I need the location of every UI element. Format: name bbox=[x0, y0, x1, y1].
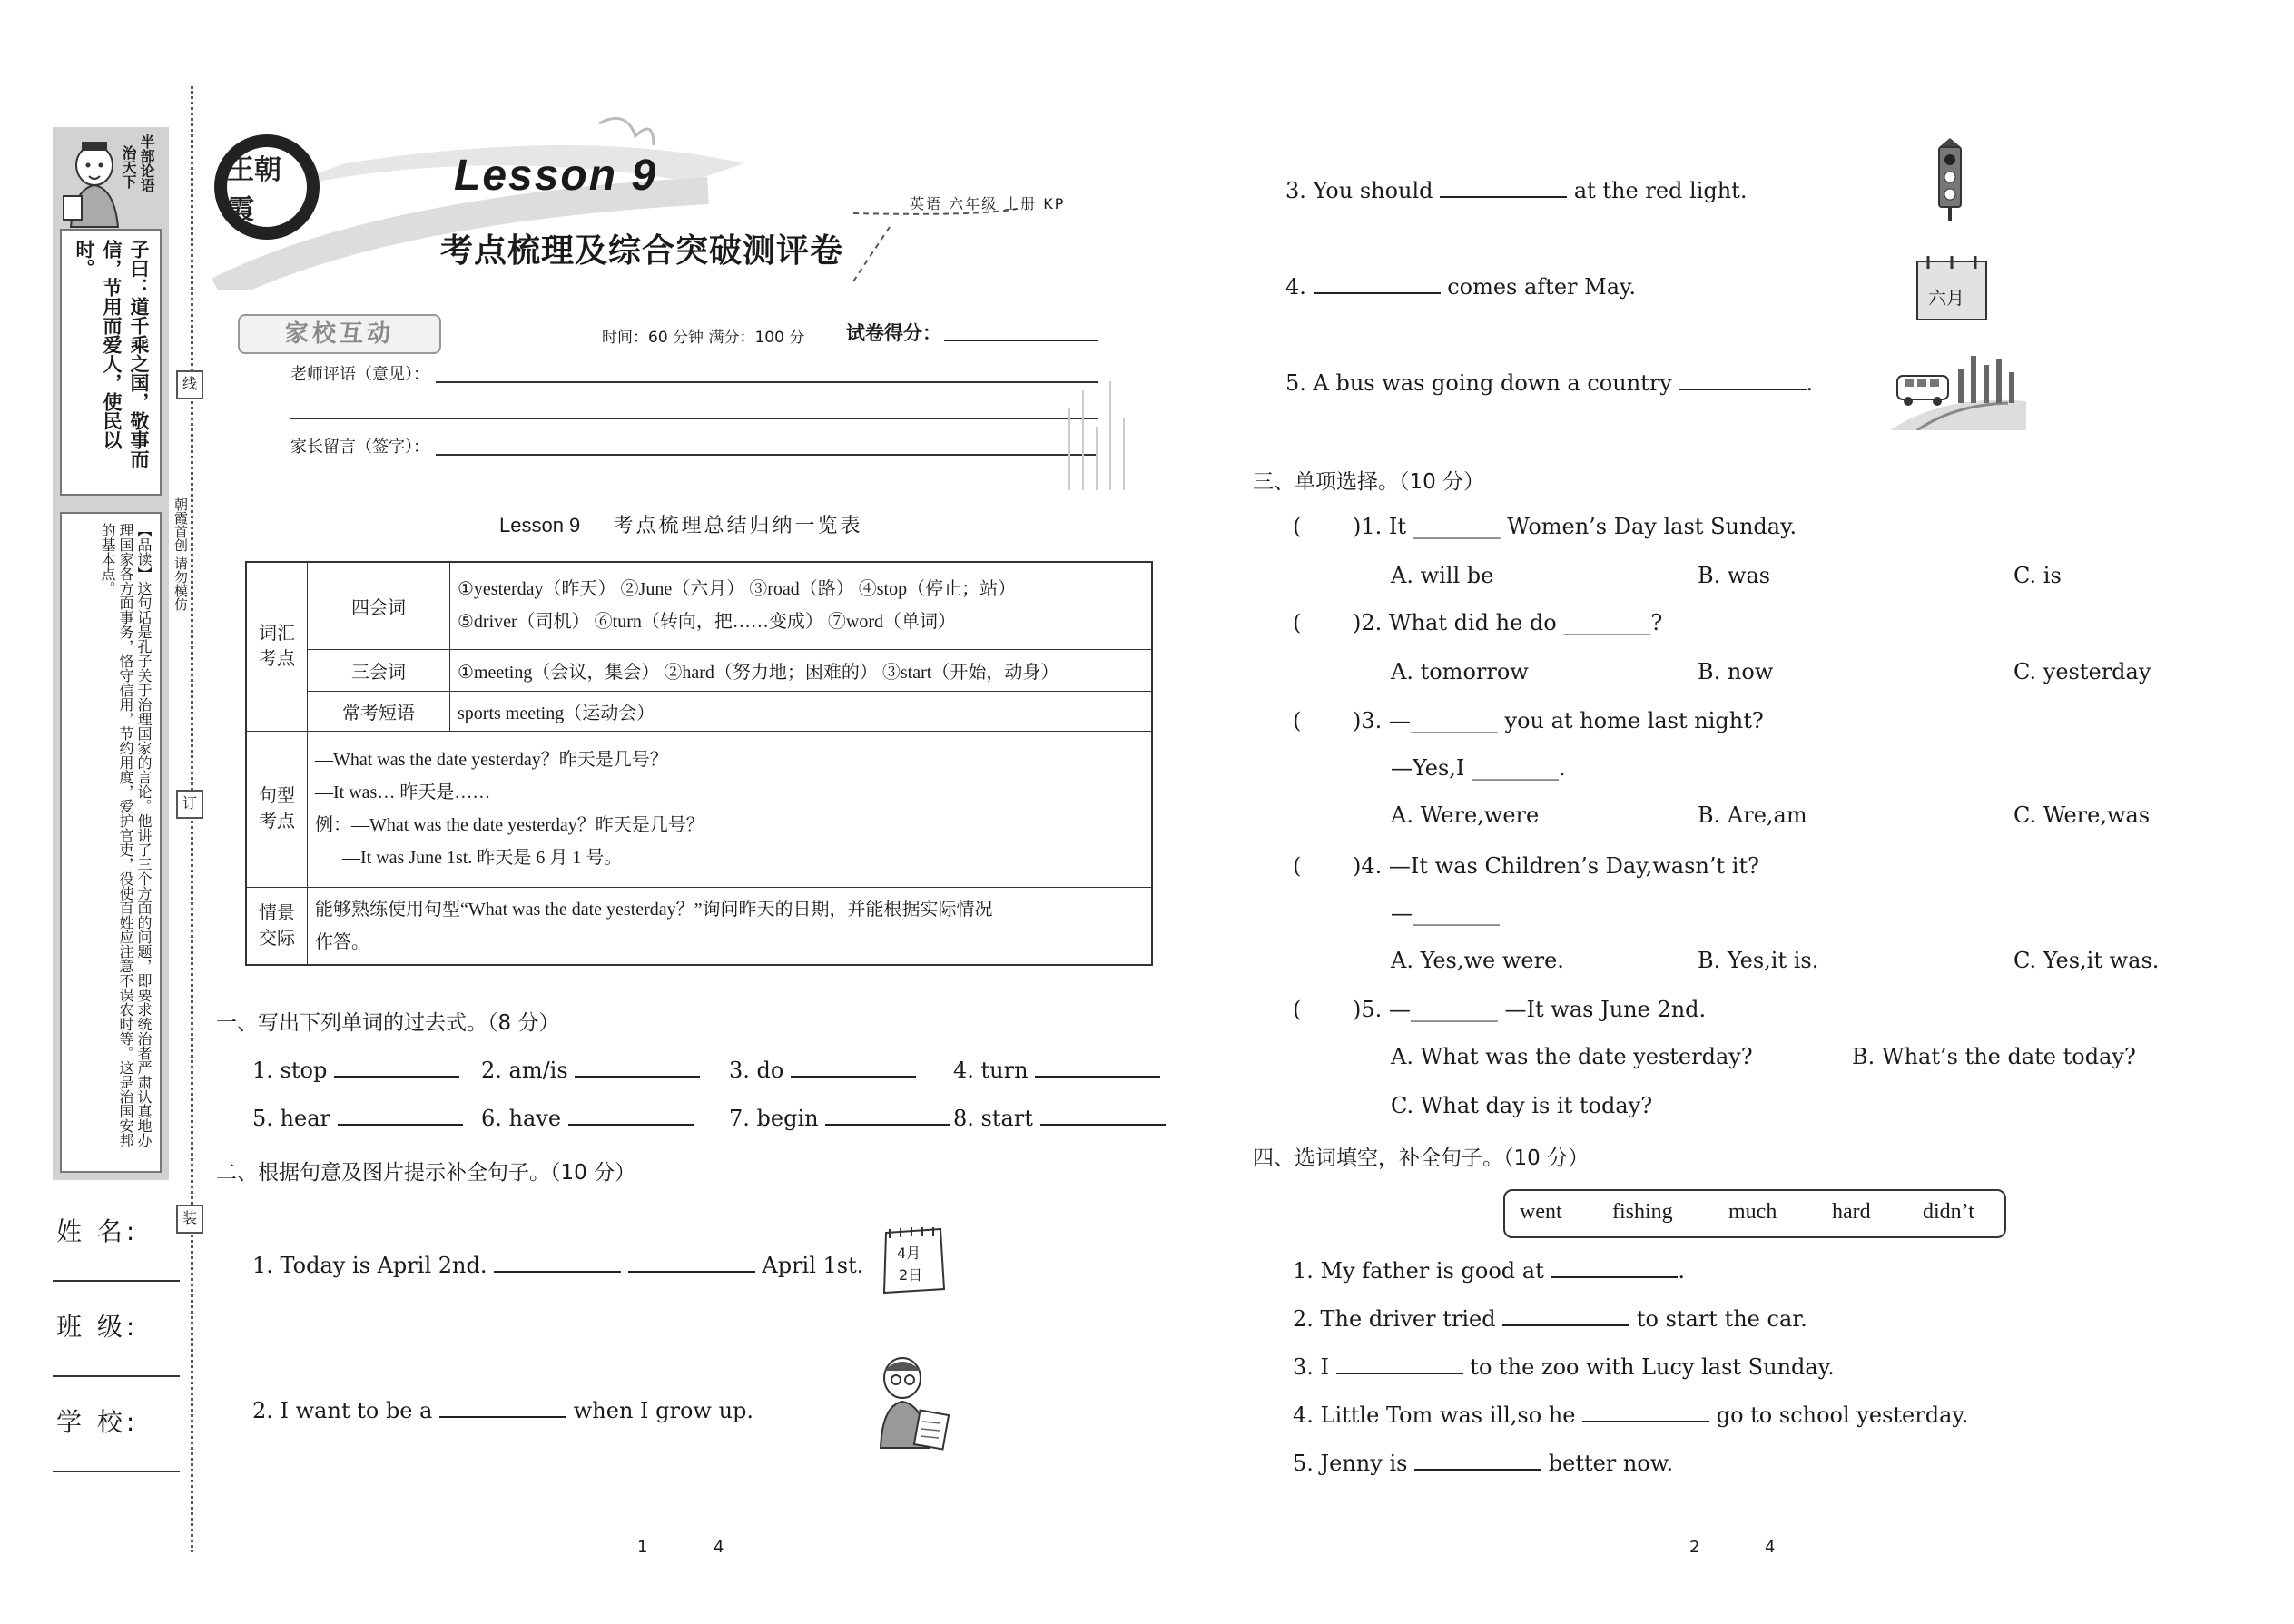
s1-item-5-label: 5. hear bbox=[252, 1106, 330, 1131]
word-bank-item: fishing bbox=[1612, 1200, 1673, 1224]
s2-q2-text-b: when I grow up. bbox=[573, 1398, 754, 1423]
answer-blank[interactable] bbox=[1440, 176, 1567, 198]
sentence-line-2: —It was… 昨天是…… bbox=[315, 782, 491, 802]
situation-line-2: 作答。 bbox=[315, 931, 369, 952]
three-skill-label: 三会词 bbox=[308, 649, 450, 691]
commentary-text: 【品读】这句话是孔子关于治理国家的言论。他讲了三个方面的问题，即要求统治者严肃认真地办理国家各方面事务，恪守信用，节约用度，爱护官吏，役使百姓应注意不误农时等。这是治国安邦的基本点。 bbox=[99, 523, 153, 1147]
corner-decoration bbox=[1060, 372, 1151, 499]
table-row bbox=[246, 562, 1152, 649]
s3-q1-option-c[interactable]: C. is bbox=[2013, 563, 2062, 588]
brand-logo bbox=[214, 134, 320, 240]
phrase-words: sports meeting（运动会） bbox=[450, 691, 1153, 731]
score-label: 试卷得分： bbox=[846, 322, 941, 344]
s2-q3-text-a: 3. You should bbox=[1285, 178, 1433, 203]
parent-comment-label: 家长留言（签字）： bbox=[290, 438, 429, 457]
s2-question-3 bbox=[1285, 176, 1747, 203]
commentary-box bbox=[60, 512, 162, 1173]
june-calendar-text: 六月 bbox=[1928, 287, 1964, 309]
country-road-bus-icon bbox=[1890, 350, 2026, 430]
traffic-light-icon bbox=[1932, 136, 1968, 223]
s4-q5-text-a: 5. Jenny is bbox=[1293, 1451, 1408, 1476]
teacher-comment-line-2[interactable] bbox=[290, 418, 1098, 419]
section2-title: 二、根据句意及图片提示补全句子。（10 分） bbox=[216, 1161, 636, 1185]
s1-item-6 bbox=[481, 1104, 694, 1131]
summary-table bbox=[245, 561, 1153, 966]
s1-item-3 bbox=[729, 1056, 916, 1083]
s2-q1-text-a: 1. Today is April 2nd. bbox=[252, 1253, 487, 1278]
s1-item-5 bbox=[252, 1104, 463, 1131]
answer-blank[interactable] bbox=[1314, 272, 1441, 294]
main-title: 考点梳理及综合突破测评卷 bbox=[440, 231, 844, 270]
s1-item-6-label: 6. have bbox=[481, 1106, 562, 1131]
s1-item-4-label: 4. turn bbox=[953, 1058, 1029, 1083]
s3-paren-2: ( bbox=[1293, 610, 1302, 635]
answer-blank[interactable] bbox=[494, 1251, 621, 1273]
section3-title: 三、单项选择。（10 分） bbox=[1253, 470, 1485, 494]
teacher-comment-label: 老师评语（意见）： bbox=[290, 365, 429, 384]
s3-q5-option-a[interactable]: A. What was the date yesterday? bbox=[1391, 1044, 1753, 1069]
quote-box bbox=[60, 229, 162, 496]
s3-paren-1: ( bbox=[1293, 514, 1302, 539]
sentence-line-3: 例：—What was the date yesterday？昨天是几号？ bbox=[315, 815, 704, 835]
situation-category: 情景交际 bbox=[246, 887, 308, 965]
four-skill-words bbox=[450, 562, 1153, 649]
s1-item-7-label: 7. begin bbox=[729, 1106, 819, 1131]
answer-blank[interactable] bbox=[1502, 1304, 1629, 1326]
home-school-badge: 家校互动 bbox=[238, 314, 441, 354]
s4-q1-text-a: 1. My father is good at bbox=[1293, 1258, 1544, 1284]
s3-paren-5: ( bbox=[1293, 997, 1302, 1022]
s1-item-7 bbox=[729, 1104, 950, 1131]
class-field[interactable] bbox=[53, 1375, 180, 1377]
answer-blank[interactable] bbox=[825, 1104, 950, 1126]
s1-item-8 bbox=[953, 1104, 1166, 1131]
s3-q4-option-c[interactable]: C. Yes,it was. bbox=[2013, 948, 2160, 973]
s4-q3-text-b: to the zoo with Lucy last Sunday. bbox=[1470, 1354, 1835, 1380]
score-field[interactable] bbox=[944, 340, 1098, 341]
s3-q5-option-b[interactable]: B. What’s the date today? bbox=[1852, 1044, 2136, 1069]
situation-content bbox=[308, 887, 1153, 965]
phrase-label: 常考短语 bbox=[308, 691, 450, 731]
s3-paren-3: ( bbox=[1293, 708, 1302, 733]
s4-q1-text-b: . bbox=[1678, 1258, 1685, 1284]
answer-blank[interactable] bbox=[1336, 1353, 1463, 1374]
answer-blank[interactable] bbox=[791, 1056, 916, 1078]
writer-person-icon bbox=[864, 1353, 955, 1452]
s4-q3-text-a: 3. I bbox=[1293, 1354, 1330, 1380]
school-field[interactable] bbox=[53, 1471, 180, 1472]
summary-title-en: Lesson 9 bbox=[499, 514, 581, 536]
s3-q5-option-c[interactable]: C. What day is it today? bbox=[1391, 1093, 1653, 1118]
left-strip bbox=[53, 127, 169, 1180]
answer-blank[interactable] bbox=[439, 1396, 566, 1418]
page-number-left-b: 4 bbox=[714, 1538, 724, 1557]
side-header-1: 半部论语 bbox=[138, 134, 155, 192]
section4-title: 四、选词填空，补全句子。（10 分） bbox=[1253, 1147, 1590, 1170]
s3-question-4-line-2: —________ bbox=[1391, 901, 1500, 926]
side-note: 朝霞首创 请勿模仿 bbox=[172, 497, 189, 611]
s2-question-5 bbox=[1285, 369, 1813, 396]
table-row bbox=[246, 649, 1152, 691]
page-number-right-b: 4 bbox=[1765, 1538, 1776, 1557]
s4-q4-text-b: go to school yesterday. bbox=[1716, 1403, 1969, 1428]
s1-item-4 bbox=[953, 1056, 1160, 1083]
s3-q3-option-c[interactable]: C. Were,was bbox=[2013, 802, 2151, 828]
s2-q4-text-a: 4. bbox=[1285, 274, 1306, 300]
s2-question-2 bbox=[252, 1396, 753, 1423]
s3-question-3: )3. —________ you at home last night? bbox=[1353, 708, 1764, 733]
answer-blank[interactable] bbox=[1551, 1256, 1678, 1278]
s2-q4-text-b: comes after May. bbox=[1447, 274, 1637, 300]
s3-q1-option-b[interactable]: B. was bbox=[1698, 563, 1771, 588]
summary-title bbox=[499, 510, 863, 538]
sentence-category: 句型考点 bbox=[246, 731, 308, 887]
cut-mark-2: 订 bbox=[176, 790, 203, 819]
sentence-line-4: —It was June 1st. 昨天是 6 月 1 号。 bbox=[342, 848, 623, 868]
vocab-category: 词汇考点 bbox=[246, 562, 308, 731]
s3-q4-option-b[interactable]: B. Yes,it is. bbox=[1698, 948, 1819, 973]
situation-line-1: 能够熟练使用句型“What was the date yesterday？”询问昨天的日期，并能根据实际情况 bbox=[315, 899, 993, 920]
s3-paren-4: ( bbox=[1293, 853, 1302, 879]
calendar-day: 2日 bbox=[899, 1266, 923, 1284]
s3-question-2: )2. What did he do ________? bbox=[1353, 610, 1663, 635]
s1-item-1-label: 1. stop bbox=[252, 1058, 328, 1083]
four-skill-line-1: ①yesterday（昨天） ②June（六月） ③road（路） ④stop（停止；站） bbox=[458, 579, 1017, 600]
s4-question-1 bbox=[1293, 1256, 1685, 1284]
section1-title: 一、写出下列单词的过去式。（8 分） bbox=[216, 1011, 560, 1035]
three-skill-words: ①meeting（会议，集会） ②hard（努力地；困难的） ③start（开始，动身） bbox=[450, 649, 1153, 691]
s4-q5-text-b: better now. bbox=[1548, 1451, 1674, 1476]
logo-text: 王朝霞 bbox=[227, 147, 307, 227]
s3-question-4: )4. —It was Children’s Day,wasn’t it? bbox=[1353, 853, 1759, 879]
answer-blank[interactable] bbox=[1679, 369, 1807, 390]
s2-q5-text-b: . bbox=[1806, 370, 1814, 396]
word-bank-item: went bbox=[1520, 1200, 1562, 1224]
s4-q2-text-b: to start the car. bbox=[1636, 1306, 1807, 1332]
time-info: 时间：60 分钟 满分：100 分 bbox=[602, 329, 805, 347]
june-calendar-icon bbox=[1915, 254, 1988, 323]
calendar-page-icon bbox=[881, 1225, 946, 1294]
s3-q2-option-a[interactable]: A. tomorrow bbox=[1391, 659, 1529, 684]
answer-blank[interactable] bbox=[334, 1056, 459, 1078]
table-row bbox=[246, 731, 1152, 887]
school-label: 学 校: bbox=[56, 1407, 139, 1437]
side-header-2: 治天下 bbox=[120, 145, 137, 189]
s3-q3-option-a[interactable]: A. Were,were bbox=[1391, 802, 1540, 828]
confucius-quote: 子曰：道千乘之国，敬事而信，节用而爱人，使民以时。 bbox=[74, 240, 150, 468]
word-bank-item: much bbox=[1728, 1200, 1777, 1224]
answer-blank[interactable] bbox=[628, 1251, 755, 1273]
s1-item-2-label: 2. am/is bbox=[481, 1058, 568, 1083]
calendar-month: 4月 bbox=[897, 1245, 921, 1262]
four-skill-line-2: ⑤driver（司机） ⑥turn（转向，把……变成） ⑦word（单词） bbox=[458, 612, 957, 633]
answer-blank[interactable] bbox=[1040, 1104, 1166, 1126]
s3-question-3-line-2: —Yes,I ________. bbox=[1391, 755, 1566, 781]
lesson-title: Lesson 9 bbox=[454, 152, 658, 200]
s2-q3-text-b: at the red light. bbox=[1573, 178, 1748, 203]
s3-question-1: )1. It ________ Women’s Day last Sunday. bbox=[1353, 514, 1797, 539]
s3-q1-option-a[interactable]: A. will be bbox=[1391, 563, 1494, 588]
word-bank-item: didn’t bbox=[1923, 1200, 1974, 1224]
s3-q2-option-b[interactable]: B. now bbox=[1698, 659, 1774, 684]
s1-item-8-label: 8. start bbox=[953, 1106, 1033, 1131]
summary-title-cn: 考点梳理总结归纳一览表 bbox=[613, 514, 863, 536]
s4-question-4 bbox=[1293, 1401, 1968, 1428]
sentence-line-1: —What was the date yesterday？昨天是几号？ bbox=[315, 750, 668, 770]
s4-q2-text-a: 2. The driver tried bbox=[1293, 1306, 1496, 1332]
s4-question-5 bbox=[1293, 1449, 1673, 1476]
s3-question-5: )5. —________ —It was June 2nd. bbox=[1353, 997, 1707, 1022]
answer-blank[interactable] bbox=[1582, 1401, 1709, 1422]
word-bank-item: hard bbox=[1832, 1200, 1871, 1224]
s1-item-2 bbox=[481, 1056, 700, 1083]
page-number-left-a: 1 bbox=[637, 1538, 648, 1557]
word-bank bbox=[1503, 1189, 2006, 1238]
s2-question-4 bbox=[1285, 272, 1636, 300]
s2-question-1 bbox=[252, 1251, 863, 1278]
class-label: 班 级: bbox=[56, 1312, 139, 1342]
answer-blank[interactable] bbox=[1414, 1449, 1541, 1471]
cut-mark-3: 装 bbox=[176, 1205, 203, 1234]
cut-mark-1: 线 bbox=[176, 370, 203, 399]
s2-q2-text-a: 2. I want to be a bbox=[252, 1398, 433, 1423]
s4-question-3 bbox=[1293, 1353, 1835, 1380]
answer-blank[interactable] bbox=[338, 1104, 463, 1126]
teacher-comment-line-1[interactable] bbox=[436, 381, 1098, 383]
answer-blank[interactable] bbox=[568, 1104, 694, 1126]
s2-q1-text-b: April 1st. bbox=[762, 1253, 864, 1278]
s4-question-2 bbox=[1293, 1304, 1807, 1332]
name-label: 姓 名: bbox=[56, 1216, 139, 1246]
name-field[interactable] bbox=[53, 1280, 180, 1282]
parent-comment-line[interactable] bbox=[436, 454, 1098, 456]
s1-item-1 bbox=[252, 1056, 459, 1083]
cut-line bbox=[191, 86, 193, 1552]
meta-tags: 英语 六年级 上册 KP bbox=[910, 195, 1066, 212]
table-row bbox=[246, 691, 1152, 731]
answer-blank[interactable] bbox=[575, 1056, 700, 1078]
s2-q5-text-a: 5. A bus was going down a country bbox=[1285, 370, 1672, 396]
four-skill-label: 四会词 bbox=[308, 562, 450, 649]
table-row bbox=[246, 887, 1152, 965]
s3-q3-option-b[interactable]: B. Are,am bbox=[1698, 802, 1807, 828]
s1-item-3-label: 3. do bbox=[729, 1058, 784, 1083]
s3-q4-option-a[interactable]: A. Yes,we were. bbox=[1391, 948, 1564, 973]
s4-q4-text-a: 4. Little Tom was ill,so he bbox=[1293, 1403, 1576, 1428]
page-number-right-a: 2 bbox=[1689, 1538, 1700, 1557]
sentence-content bbox=[308, 731, 1153, 887]
answer-blank[interactable] bbox=[1035, 1056, 1160, 1078]
s3-q2-option-c[interactable]: C. yesterday bbox=[2013, 659, 2151, 684]
